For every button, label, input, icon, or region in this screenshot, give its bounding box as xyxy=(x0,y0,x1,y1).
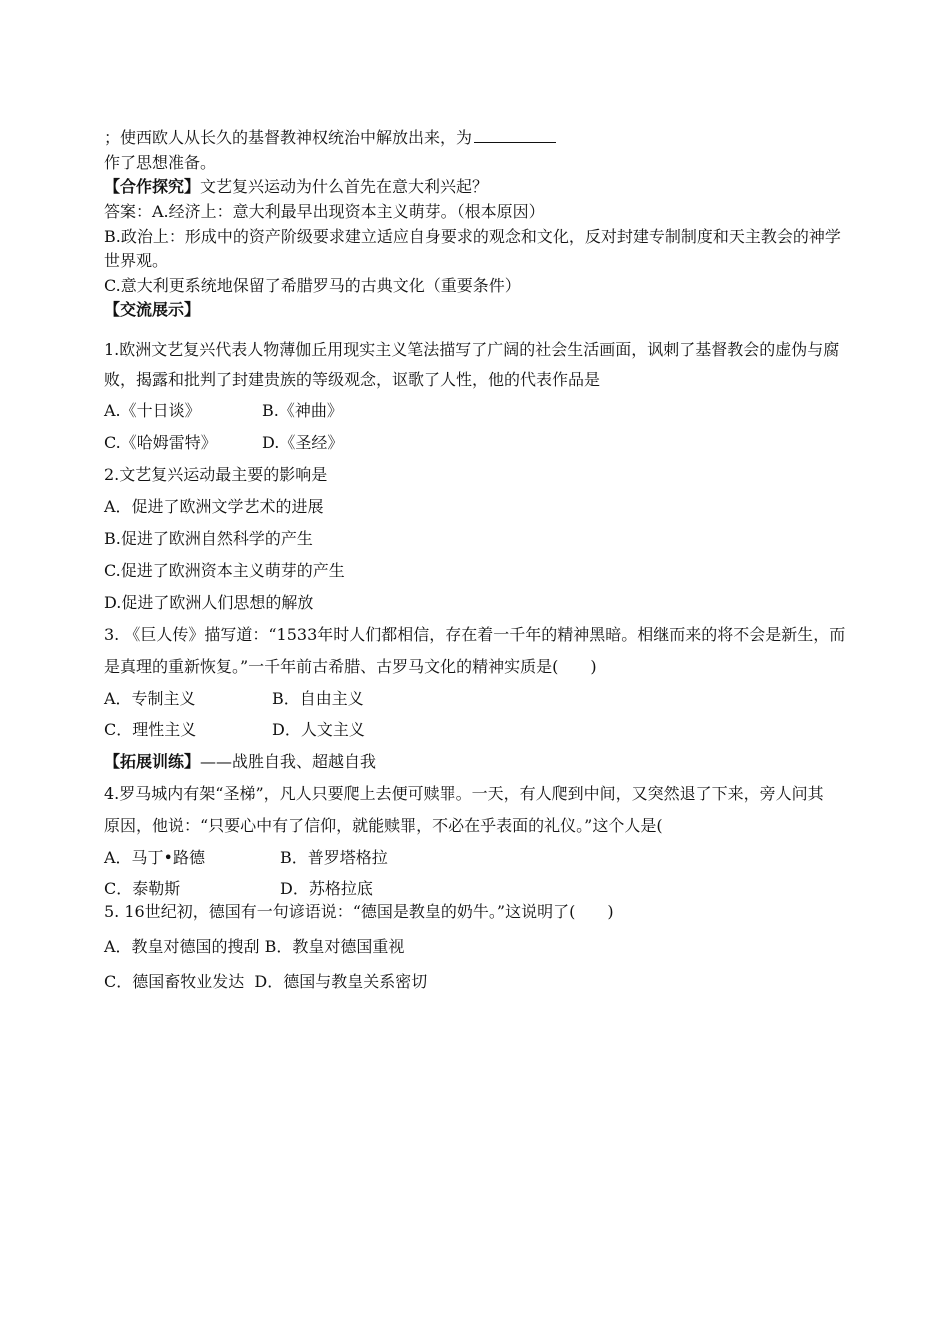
q3-option-d[interactable]: D．人文主义 xyxy=(272,720,365,739)
q4-stem-line-2: 原因，他说：“只要心中有了信仰，就能赎罪，不必在乎表面的礼仪。”这个人是( xyxy=(104,816,663,835)
cooperation-question xyxy=(104,177,488,197)
q1-option-b[interactable]: B.《神曲》 xyxy=(262,401,343,420)
q1-stem-line-2: 败，揭露和批判了封建贵族的等级观念，讴歌了人性，他的代表作品是 xyxy=(104,370,601,389)
intro-text-1: ；使西欧人从长久的基督教神权统治中解放出来，为 xyxy=(104,128,473,147)
q5-option-d[interactable]: D．德国与教皇关系密切 xyxy=(254,972,428,991)
q4-option-d[interactable]: D．苏格拉底 xyxy=(280,879,373,898)
q5-stem: 5. 16世纪初，德国有一句谚语说：“德国是教皇的奶牛。”这说明了( ) xyxy=(104,902,614,921)
q2-stem: 2.文艺复兴运动最主要的影响是 xyxy=(104,465,328,484)
q4-option-b[interactable]: B．普罗塔格拉 xyxy=(280,848,388,867)
q1-option-d[interactable]: D.《圣经》 xyxy=(262,433,344,452)
q3-option-a[interactable]: A．专制主义 xyxy=(104,689,196,708)
cooperation-header: 【合作探究】 xyxy=(104,177,201,196)
q2-option-a[interactable]: A．促进了欧洲文学艺术的进展 xyxy=(104,497,324,516)
q4-stem-line-1: 4.罗马城内有架“圣梯”，凡人只要爬上去便可赎罪。一天，有人爬到中间，又突然退了下来，旁人问其 xyxy=(104,784,824,803)
extension-subtitle: ——战胜自我、超越自我 xyxy=(200,752,377,771)
answer-b-line-2: 世界观。 xyxy=(104,251,169,270)
q2-option-c[interactable]: C.促进了欧洲资本主义萌芽的产生 xyxy=(104,561,345,580)
q2-option-b[interactable]: B.促进了欧洲自然科学的产生 xyxy=(104,529,313,548)
answer-b-line-1: B.政治上：形成中的资产阶级要求建立适应自身要求的观念和文化，反对封建专制制度和天主教会的神学 xyxy=(104,227,841,246)
answer-blank[interactable] xyxy=(474,128,556,143)
q4-option-c[interactable]: C．泰勒斯 xyxy=(104,879,181,898)
q1-options-row-1 xyxy=(104,401,343,421)
q3-options-row-1 xyxy=(104,689,364,709)
q1-stem-line-1: 1.欧洲文艺复兴代表人物薄伽丘用现实主义笔法描写了广阔的社会生活画面，讽刺了基督教会的虚伪与腐 xyxy=(104,340,840,359)
q4-options-row-1 xyxy=(104,848,388,868)
q5-option-c[interactable]: C．德国畜牧业发达 xyxy=(104,972,245,991)
q1-option-c[interactable]: C.《哈姆雷特》 xyxy=(104,433,217,452)
extension-header: 【拓展训练】 xyxy=(104,752,201,771)
intro-line-1 xyxy=(104,128,556,148)
q5-options-row-1 xyxy=(104,937,404,957)
q1-options-row-2 xyxy=(104,433,343,453)
q3-stem-line-1: 3. 《巨人传》描写道：“1533年时人们都相信，存在着一千年的精神黑暗。相继而来的将不会是新生，而 xyxy=(104,625,846,644)
q5-option-b[interactable]: B．教皇对德国重视 xyxy=(264,937,405,956)
q4-option-a[interactable]: A．马丁•路德 xyxy=(104,848,205,867)
answer-a: 答案：A.经济上：意大利最早出现资本主义萌芽。（根本原因） xyxy=(104,202,545,221)
q4-options-row-2 xyxy=(104,879,373,899)
q3-option-b[interactable]: B．自由主义 xyxy=(272,689,364,708)
answer-c: C.意大利更系统地保留了希腊罗马的古典文化（重要条件） xyxy=(104,276,521,295)
q5-options-row-2 xyxy=(104,972,427,992)
extension-heading xyxy=(104,752,376,772)
intro-line-2: 作了思想准备。 xyxy=(104,153,217,172)
q5-option-a[interactable]: A．教皇对德国的搜刮 xyxy=(104,937,260,956)
q1-option-a[interactable]: A.《十日谈》 xyxy=(104,401,201,420)
q3-stem-line-2: 是真理的重新恢复。”一千年前古希腊、古罗马文化的精神实质是( ) xyxy=(104,657,597,676)
q3-option-c[interactable]: C．理性主义 xyxy=(104,720,197,739)
cooperation-question-text: 文艺复兴运动为什么首先在意大利兴起？ xyxy=(200,177,489,196)
q3-options-row-2 xyxy=(104,720,365,740)
exchange-header: 【交流展示】 xyxy=(104,300,201,319)
q2-option-d[interactable]: D.促进了欧洲人们思想的解放 xyxy=(104,593,314,612)
